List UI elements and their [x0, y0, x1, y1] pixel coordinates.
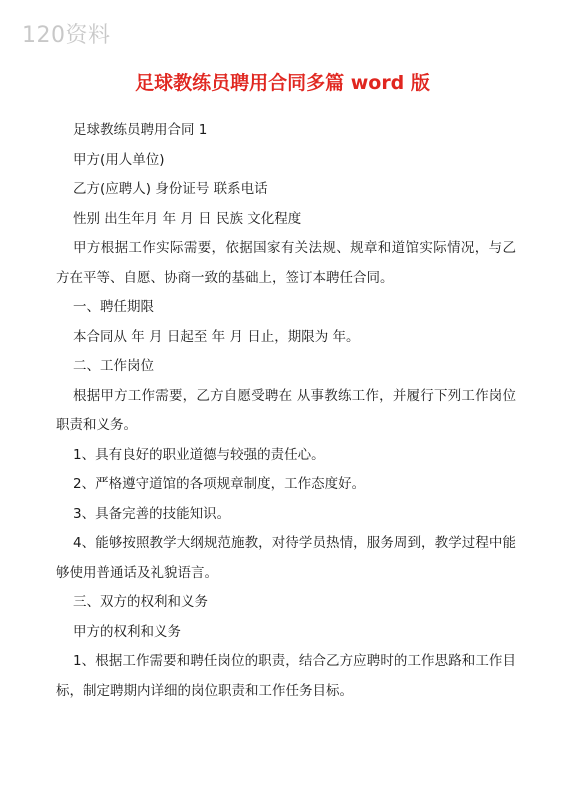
section-heading: 一、聘任期限 [73, 299, 154, 315]
paragraph: 甲方根据工作实际需要，依据国家有关法规、规章和道馆实际情况，与乙方在平等、自愿、协商一致的基础上，签订本聘任合同。 [56, 240, 516, 286]
paragraph: 足球教练员聘用合同 1 [73, 122, 208, 138]
document-body [56, 116, 516, 706]
paragraph: 性别 出生年月 年 月 日 民族 文化程度 [73, 210, 302, 227]
document-title: 足球教练员聘用合同多篇 word 版 [135, 72, 430, 94]
list-item: 1、具有良好的职业道德与较强的责任心。 [73, 446, 325, 463]
paragraph: 本合同从 年 月 日起至 年 月 日止，期限为 年。 [73, 328, 360, 345]
paragraph: 乙方(应聘人) 身份证号 联系电话 [73, 181, 268, 197]
list-item: 1、根据工作需要和聘任岗位的职责，结合乙方应聘时的工作思路和工作目标，制定聘期内详细的岗位职责和工作任务目标。 [56, 653, 516, 699]
paragraph: 根据甲方工作需要，乙方自愿受聘在 从事教练工作，并履行下列工作岗位职责和义务。 [56, 387, 516, 433]
subsection-heading: 甲方的权利和义务 [73, 623, 181, 640]
watermark: 120资料 [22, 23, 111, 48]
paragraph: 甲方(用人单位) [73, 151, 165, 168]
list-item: 2、严格遵守道馆的各项规章制度，工作态度好。 [73, 476, 366, 492]
section-heading: 三、双方的权利和义务 [73, 594, 208, 610]
list-item: 4、能够按照教学大纲规范施教，对待学员热情，服务周到，教学过程中能够使用普通话及礼貌语言。 [56, 535, 516, 581]
section-heading: 二、工作岗位 [73, 358, 154, 374]
list-item: 3、具备完善的技能知识。 [73, 505, 231, 522]
